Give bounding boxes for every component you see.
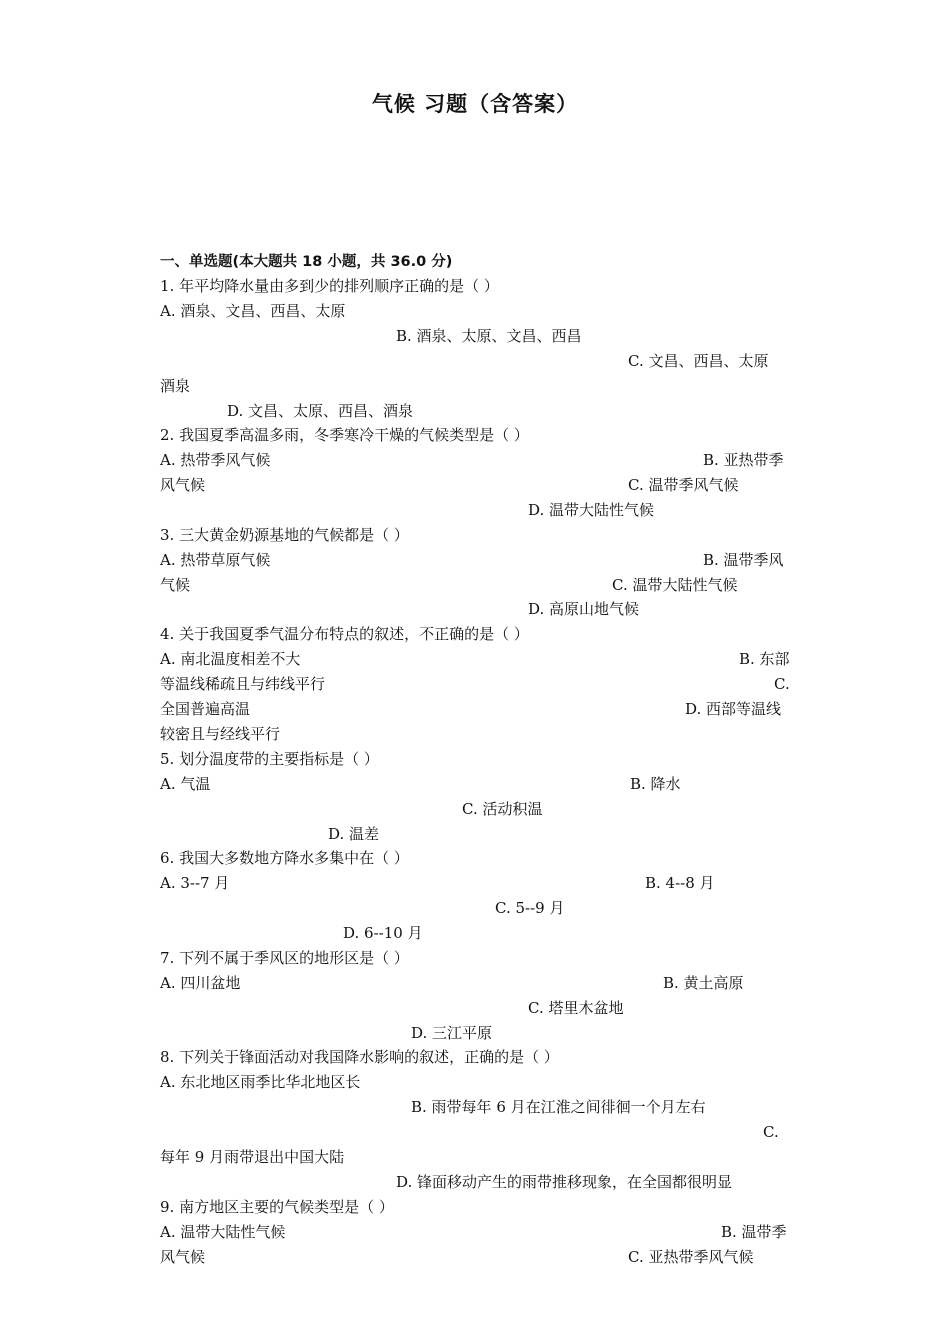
question-7-option-c: C. 塔里木盆地 (528, 999, 624, 1017)
question-7-stem: 7. 下列不属于季风区的地形区是（ ） (160, 949, 409, 967)
section-heading: 一、单选题(本大题共 18 小题，共 36.0 分) (160, 254, 453, 270)
question-6-option-b: B. 4--8 月 (645, 874, 715, 892)
question-8-option-d: D. 锋面移动产生的雨带推移现象，在全国都很明显 (396, 1173, 733, 1191)
question-7-option-a: A. 四川盆地 (160, 974, 241, 992)
question-9-option-c: C. 亚热带季风气候 (628, 1248, 754, 1266)
question-1-option-c-cont: 酒泉 (160, 377, 191, 395)
question-1-stem: 1. 年平均降水量由多到少的排列顺序正确的是（ ） (160, 277, 499, 295)
question-9-stem: 9. 南方地区主要的气候类型是（ ） (160, 1198, 394, 1216)
question-9-option-a: A. 温带大陆性气候 (160, 1223, 286, 1241)
question-2-option-a: A. 热带季风气候 (160, 451, 271, 469)
question-2-option-b-cont: 风气候 (160, 476, 206, 494)
question-2-option-c: C. 温带季风气候 (628, 476, 739, 494)
question-4-option-b: B. 东部 (739, 650, 790, 668)
question-9-option-b: B. 温带季 (721, 1223, 787, 1241)
question-6-option-a: A. 3--7 月 (160, 874, 230, 892)
question-8-stem: 8. 下列关于锋面活动对我国降水影响的叙述，正确的是（ ） (160, 1048, 559, 1066)
question-5-option-d: D. 温差 (328, 825, 380, 843)
question-4-option-d: D. 西部等温线 (685, 700, 782, 718)
question-7-option-b: B. 黄土高原 (663, 974, 744, 992)
question-3-option-a: A. 热带草原气候 (160, 551, 271, 569)
question-4-option-c: C. (774, 675, 790, 693)
question-2-stem: 2. 我国夏季高温多雨，冬季寒冷干燥的气候类型是（ ） (160, 426, 529, 444)
question-4-option-c-cont: 全国普遍高温 (160, 700, 251, 718)
question-5-option-b: B. 降水 (630, 775, 681, 793)
question-1-option-d: D. 文昌、太原、西昌、酒泉 (227, 402, 414, 420)
question-6-option-d: D. 6--10 月 (343, 924, 423, 942)
question-1-option-a: A. 酒泉、文昌、西昌、太原 (160, 302, 346, 320)
question-1-option-b: B. 酒泉、太原、文昌、西昌 (396, 327, 582, 345)
question-4-option-d-cont: 较密且与经线平行 (160, 725, 281, 743)
question-3-option-d: D. 高原山地气候 (528, 600, 640, 618)
question-5-option-c: C. 活动积温 (462, 800, 543, 818)
question-1-option-c: C. 文昌、西昌、太原 (628, 352, 769, 370)
question-3-option-b: B. 温带季风 (703, 551, 784, 569)
question-2-option-d: D. 温带大陆性气候 (528, 501, 655, 519)
question-6-option-c: C. 5--9 月 (495, 899, 565, 917)
question-8-option-b: B. 雨带每年 6 月在江淮之间徘徊一个月左右 (411, 1098, 706, 1116)
question-8-option-a: A. 东北地区雨季比华北地区长 (160, 1073, 361, 1091)
question-4-option-b-cont: 等温线稀疏且与纬线平行 (160, 675, 326, 693)
question-4-option-a: A. 南北温度相差不大 (160, 650, 301, 668)
question-4-stem: 4. 关于我国夏季气温分布特点的叙述，不正确的是（ ） (160, 625, 529, 643)
question-5-stem: 5. 划分温度带的主要指标是（ ） (160, 750, 379, 768)
question-8-option-c-cont: 每年 9 月雨带退出中国大陆 (160, 1148, 345, 1166)
question-9-option-b-cont: 风气候 (160, 1248, 206, 1266)
question-8-option-c: C. (763, 1123, 779, 1141)
question-6-stem: 6. 我国大多数地方降水多集中在（ ） (160, 849, 409, 867)
question-5-option-a: A. 气温 (160, 775, 211, 793)
question-3-option-b-cont: 气候 (160, 576, 191, 594)
document-title: 气候 习题（含答案） (371, 92, 579, 116)
question-3-option-c: C. 温带大陆性气候 (612, 576, 738, 594)
question-7-option-d: D. 三江平原 (411, 1024, 493, 1042)
question-3-stem: 3. 三大黄金奶源基地的气候都是（ ） (160, 526, 409, 544)
question-2-option-b: B. 亚热带季 (703, 451, 784, 469)
